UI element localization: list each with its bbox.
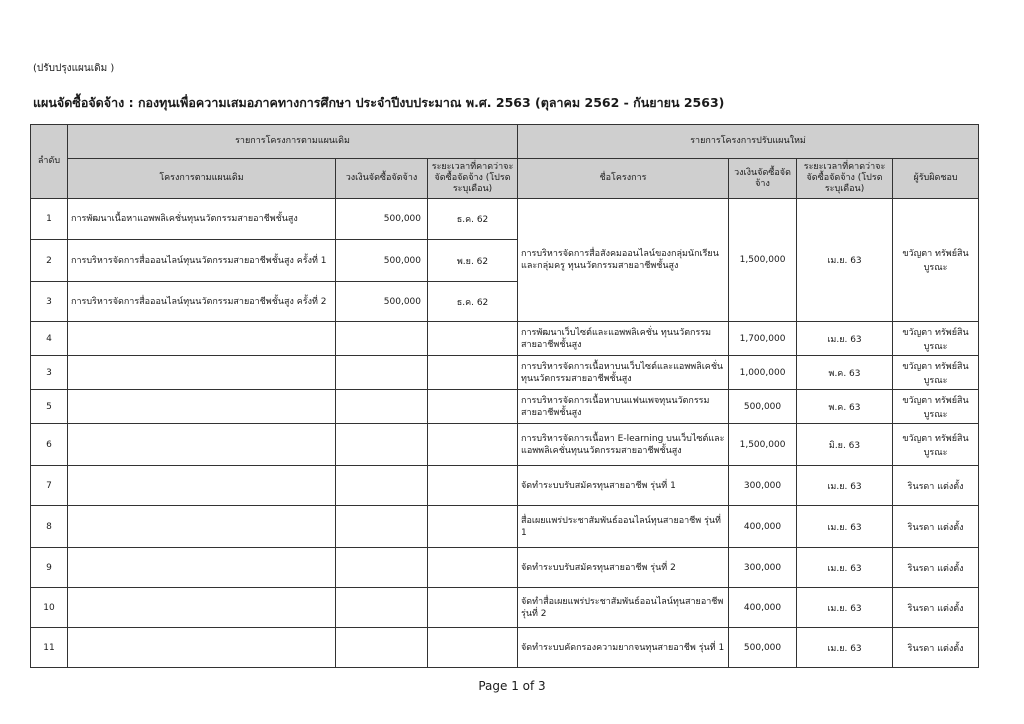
row-no: 6 xyxy=(31,424,68,466)
row-no: 3 xyxy=(31,282,68,322)
table-row xyxy=(31,628,979,668)
new-period: เม.ย. 63 xyxy=(797,548,893,588)
old-period-empty xyxy=(428,356,518,390)
new-owner: ขวัญตา ทรัพย์สินบูรณะ xyxy=(893,424,979,466)
old-project-empty xyxy=(68,628,336,668)
new-owner: ขวัญตา ทรัพย์สินบูรณะ xyxy=(893,356,979,390)
new-project: จัดทำระบบคัดกรองความยากจนทุนสายอาชีพ รุ่นที่ 1 xyxy=(518,628,729,668)
old-period-empty xyxy=(428,548,518,588)
old-period-empty xyxy=(428,506,518,548)
table-row xyxy=(31,466,979,506)
new-owner: รินรดา แต่งตั้ง xyxy=(893,588,979,628)
new-owner: รินรดา แต่งตั้ง xyxy=(893,548,979,588)
old-budget-empty xyxy=(336,390,428,424)
table-row xyxy=(31,424,979,466)
header-new-period: ระยะเวลาที่คาดว่าจะจัดซื้อจัดจ้าง (โปรดระบุเดือน) xyxy=(797,159,893,199)
new-budget: 1,500,000 xyxy=(729,199,797,322)
new-project: การบริหารจัดการเนื้อหาบนเว็บไซต์และแอพพลิเคชั่น ทุนนวัตกรรมสายอาชีพชั้นสูง xyxy=(518,356,729,390)
row-no: 8 xyxy=(31,506,68,548)
old-project-empty xyxy=(68,390,336,424)
table-row xyxy=(31,588,979,628)
new-period: เม.ย. 63 xyxy=(797,506,893,548)
header-old-period: ระยะเวลาที่คาดว่าจะจัดซื้อจัดจ้าง (โปรดระบุเดือน) xyxy=(428,159,518,199)
old-period-empty xyxy=(428,588,518,628)
old-project-empty xyxy=(68,424,336,466)
new-owner: รินรดา แต่งตั้ง xyxy=(893,628,979,668)
old-budget: 500,000 xyxy=(336,199,428,240)
old-budget-empty xyxy=(336,322,428,356)
table-row xyxy=(31,322,979,356)
header-old-budget: วงเงินจัดซื้อจัดจ้าง xyxy=(336,159,428,199)
old-period: ธ.ค. 62 xyxy=(428,282,518,322)
new-period: พ.ค. 63 xyxy=(797,356,893,390)
old-budget: 500,000 xyxy=(336,282,428,322)
old-project: การพัฒนาเนื้อหาแอพพลิเคชั่นทุนนวัตกรรมสายอาชีพชั้นสูง xyxy=(68,199,336,240)
new-period: เม.ย. 63 xyxy=(797,588,893,628)
new-budget: 500,000 xyxy=(729,390,797,424)
table-row xyxy=(31,356,979,390)
old-project: การบริหารจัดการสื่อออนไลน์ทุนนวัตกรรมสายอาชีพชั้นสูง ครั้งที่ 2 xyxy=(68,282,336,322)
old-budget-empty xyxy=(336,588,428,628)
new-budget: 400,000 xyxy=(729,506,797,548)
new-period: เม.ย. 63 xyxy=(797,322,893,356)
old-budget-empty xyxy=(336,506,428,548)
new-project: สื่อเผยแพร่ประชาสัมพันธ์ออนไลน์ทุนสายอาชีพ รุ่นที่ 1 xyxy=(518,506,729,548)
row-no: 1 xyxy=(31,199,68,240)
row-no: 11 xyxy=(31,628,68,668)
new-project: จัดทำระบบรับสมัครทุนสายอาชีพ รุ่นที่ 2 xyxy=(518,548,729,588)
header-new-project: ชื่อโครงการ xyxy=(518,159,729,199)
new-owner: รินรดา แต่งตั้ง xyxy=(893,506,979,548)
new-project: การบริหารจัดการเนื้อหาบนแฟนเพจทุนนวัตกรรมสายอาชีพชั้นสูง xyxy=(518,390,729,424)
row-no: 4 xyxy=(31,322,68,356)
table-row xyxy=(31,506,979,548)
header-old-project: โครงการตามแผนเดิม xyxy=(68,159,336,199)
old-project-empty xyxy=(68,322,336,356)
row-no: 9 xyxy=(31,548,68,588)
new-period: เม.ย. 63 xyxy=(797,199,893,322)
new-owner: ขวัญตา ทรัพย์สินบูรณะ xyxy=(893,322,979,356)
revision-note: (ปรับปรุงแผนเดิม ) xyxy=(33,63,115,74)
new-owner: ขวัญตา ทรัพย์สินบูรณะ xyxy=(893,390,979,424)
row-no: 5 xyxy=(31,390,68,424)
new-project: การบริหารจัดการสื่อสังคมออนไลน์ของกลุ่มนักเรียนและกลุ่มครู ทุนนวัตกรรมสายอาชีพชั้นสูง xyxy=(518,199,729,322)
old-budget-empty xyxy=(336,466,428,506)
old-period-empty xyxy=(428,628,518,668)
new-owner: รินรดา แต่งตั้ง xyxy=(893,466,979,506)
old-period-empty xyxy=(428,424,518,466)
old-period-empty xyxy=(428,466,518,506)
header-group-new-plan: รายการโครงการปรับแผนใหม่ xyxy=(518,125,979,159)
old-project-empty xyxy=(68,356,336,390)
new-project: จัดทำสื่อเผยแพร่ประชาสัมพันธ์ออนไลน์ทุนสายอาชีพ รุ่นที่ 2 xyxy=(518,588,729,628)
header-new-budget: วงเงินจัดซื้อจัดจ้าง xyxy=(729,159,797,199)
old-period-empty xyxy=(428,390,518,424)
row-no: 7 xyxy=(31,466,68,506)
old-budget-empty xyxy=(336,356,428,390)
header-group-old-plan: รายการโครงการตามแผนเดิม xyxy=(68,125,518,159)
new-budget: 500,000 xyxy=(729,628,797,668)
new-project: การบริหารจัดการเนื้อหา E-learning บนเว็บไซต์และแอพพลิเคชั่นทุนนวัตกรรมสายอาชีพชั้นสูง xyxy=(518,424,729,466)
old-period-empty xyxy=(428,322,518,356)
new-budget: 300,000 xyxy=(729,548,797,588)
old-period: พ.ย. 62 xyxy=(428,240,518,282)
old-budget: 500,000 xyxy=(336,240,428,282)
old-project-empty xyxy=(68,548,336,588)
new-budget: 1,700,000 xyxy=(729,322,797,356)
new-period: เม.ย. 63 xyxy=(797,628,893,668)
old-project-empty xyxy=(68,466,336,506)
old-project-empty xyxy=(68,588,336,628)
new-budget: 1,000,000 xyxy=(729,356,797,390)
new-owner: ขวัญตา ทรัพย์สินบูรณะ xyxy=(893,199,979,322)
row-no: 3 xyxy=(31,356,68,390)
old-budget-empty xyxy=(336,424,428,466)
new-budget: 400,000 xyxy=(729,588,797,628)
table-row xyxy=(31,199,979,240)
new-period: เม.ย. 63 xyxy=(797,466,893,506)
old-period: ธ.ค. 62 xyxy=(428,199,518,240)
page-number: Page 1 of 3 xyxy=(478,679,546,693)
new-budget: 300,000 xyxy=(729,466,797,506)
new-project: จัดทำระบบรับสมัครทุนสายอาชีพ รุ่นที่ 1 xyxy=(518,466,729,506)
new-period: มิ.ย. 63 xyxy=(797,424,893,466)
row-no: 2 xyxy=(31,240,68,282)
new-project: การพัฒนาเว็บไซต์และแอพพลิเคชั่น ทุนนวัตกรรมสายอาชีพชั้นสูง xyxy=(518,322,729,356)
procurement-plan-table xyxy=(30,124,979,668)
old-budget-empty xyxy=(336,628,428,668)
new-budget: 1,500,000 xyxy=(729,424,797,466)
header-new-owner: ผู้รับผิดชอบ xyxy=(893,159,979,199)
table-row xyxy=(31,548,979,588)
new-period: พ.ค. 63 xyxy=(797,390,893,424)
table-row xyxy=(31,390,979,424)
old-project-empty xyxy=(68,506,336,548)
old-budget-empty xyxy=(336,548,428,588)
page-title: แผนจัดซื้อจัดจ้าง : กองทุนเพื่อความเสมอภาคทางการศึกษา ประจำปีงบประมาณ พ.ศ. 2563 (ตุลาคม 2562 - กันยายน 2563) xyxy=(33,95,725,110)
header-no: ลำดับ xyxy=(31,125,68,199)
row-no: 10 xyxy=(31,588,68,628)
old-project: การบริหารจัดการสื่อออนไลน์ทุนนวัตกรรมสายอาชีพชั้นสูง ครั้งที่ 1 xyxy=(68,240,336,282)
